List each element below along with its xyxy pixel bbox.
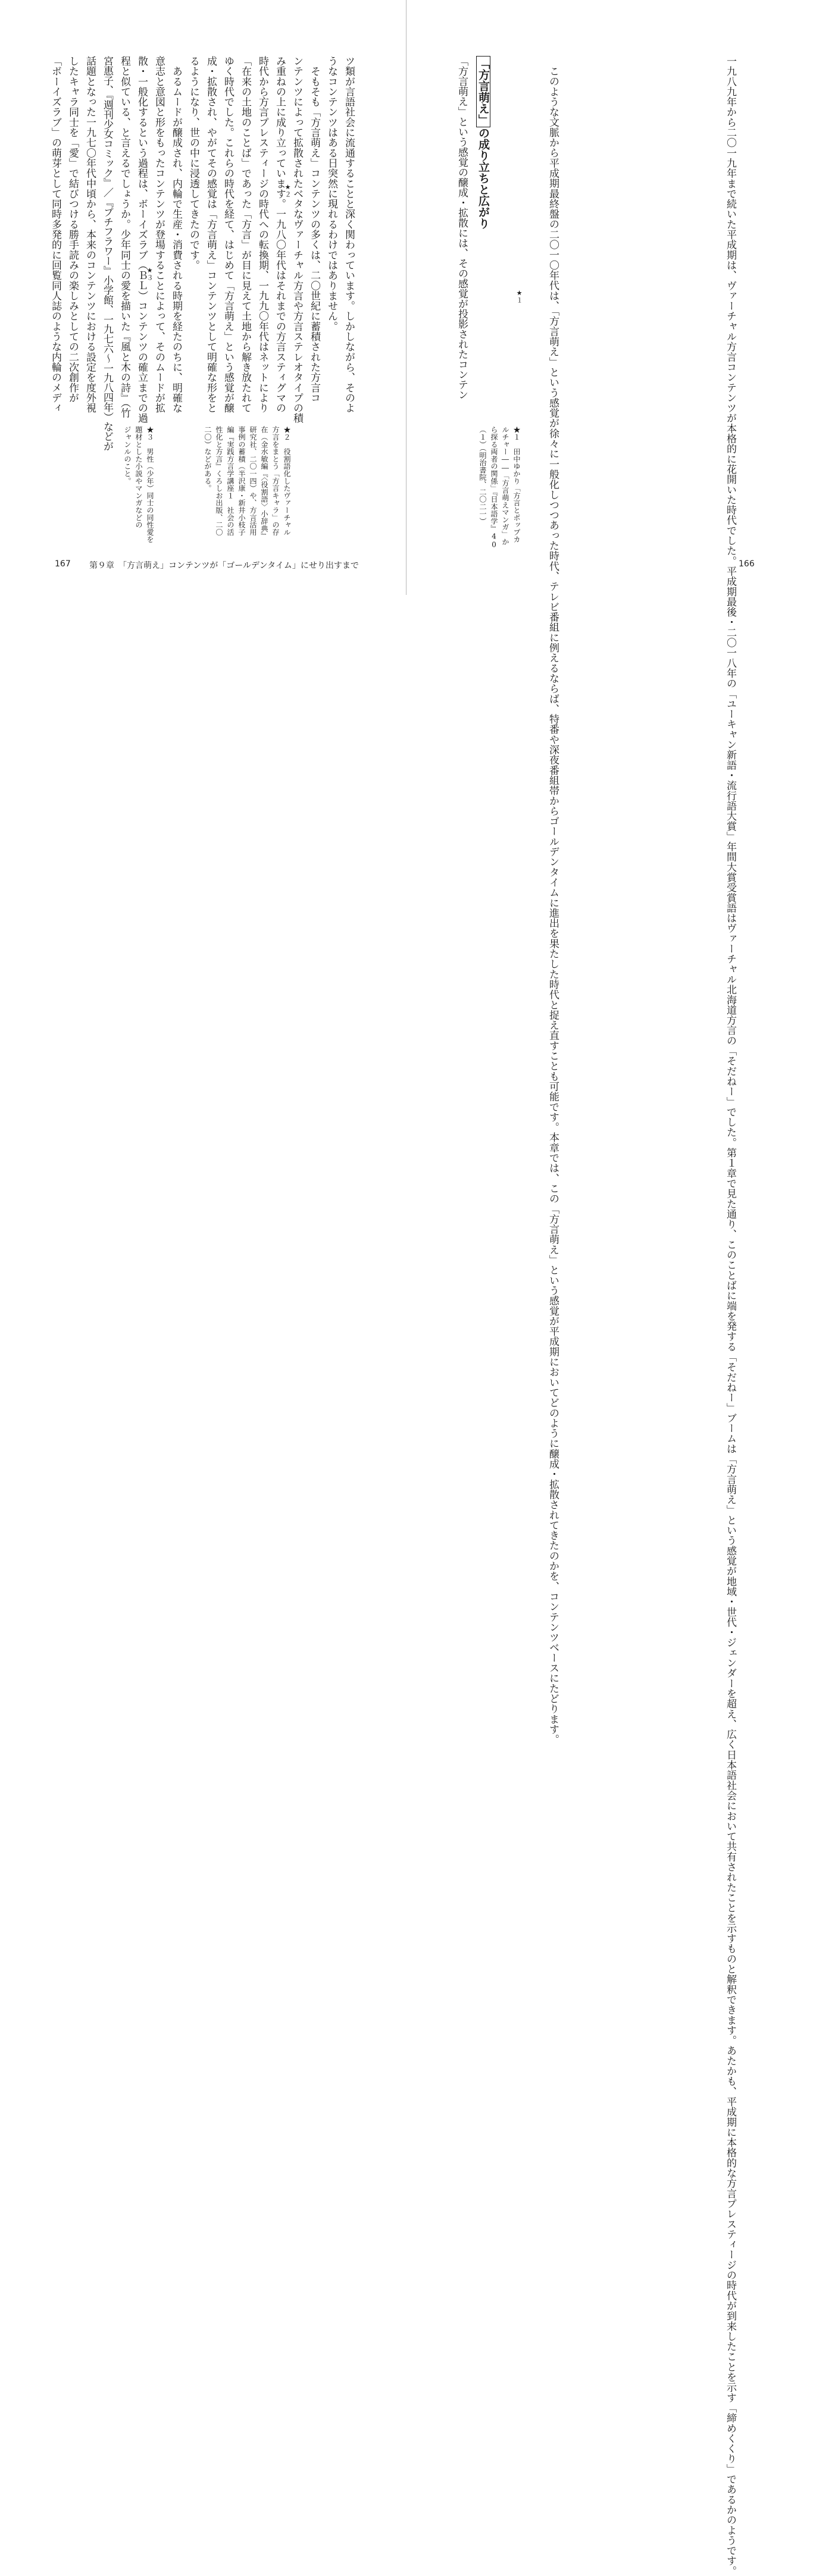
body-paragraph-2: このような文脈から平成期最終盤の二〇一〇年代は、「方言萌え」という感覚が徐々に一般化しつつあった時代、テレビ番組に例えるならば、特番や深夜番組帯からゴールデンタイムに進出を果たした時代と捉え直すことも可能です。本章では、この「方言萌え」という感覚が平成期においてどのように醸成・拡散されてきたのかを、コンテンツベースにたどります。: [547, 66, 559, 1745]
footnote-2-line: 事例の蓄積（半沢康・新井小枝子: [237, 426, 246, 536]
footnote-2-line: 研究社、二〇一四）や、方言活用: [249, 426, 257, 536]
section-first-line: 「方言萌え」という感覚の醸成・拡散には、その感覚が投影されたコンテン: [456, 56, 468, 400]
heading-rest: の成り立ちと広がり: [477, 127, 490, 229]
body-line: そもそも「方言萌え」コンテンツの多くは、二〇世紀に蓄積された方言コ: [308, 56, 320, 403]
heading-boxed-term: 「方言萌え」: [476, 56, 490, 127]
body-line: 「在来の土地のことば」であった「方言」が目に見えて土地から解き放たれて: [239, 56, 251, 413]
body-line: 成・拡散され、やがてその感覚は「方言萌え」コンテンツとして明確な形をと: [205, 56, 217, 413]
footnote-2-line: 編『実践方言学講座１ 社会の活: [226, 426, 234, 536]
page-number-left: 167: [55, 559, 71, 569]
footnote-2-line: 性化と方言』くろしお出版、二〇: [215, 426, 223, 536]
body-paragraph-1: 一九八九年から二〇一九年まで続いた平成期は、ヴァーチャル方言コンテンツが本格的に花開いた時代でした。平成期最後・二〇一八年の「ユーキャン新語・流行語大賞」年間大賞受賞語はヴァーチャル北海道方言の「そだねー」でした。第１章で見た通り、このことばに端を発する「そだねー」ブームは「方言萌え」という感覚が地域・世代・ジェンダーを超え、広く日本語社会において共有されたことを示すものと解釈できます。あたかも、平成期に本格的な方言プレスティージの時代が到来したことを示す「締めくくり」であるかのようです。: [724, 56, 736, 2576]
footnote-1-line: （１）（明治書院、二〇二一）: [479, 426, 487, 525]
body-line: るようになり、世の中に浸透してきたのです。: [187, 56, 199, 271]
footnote-3-line: ★３ 男性（少年）同士の同性愛を: [146, 426, 154, 543]
footnote-ref-2: ★２: [284, 183, 292, 198]
footnote-1-line: ルチャー――「方言萌えマンガ」か: [501, 426, 509, 546]
body-line: ンテンツによって拡散されたベタなヴァーチャル方言や方言ステレオタイプの積: [291, 56, 303, 424]
body-line: うなコンテンツはある日突然に現れるわけではありません。: [326, 56, 337, 332]
body-line: ツ類が言語社会に流通することと深く関わっています。しかしながら、そのよ: [343, 56, 355, 413]
running-chapter-title: 第９章 「方言萌え」コンテンツが「ゴールデンタイム」にせり出すまで: [89, 561, 359, 571]
body-line: あるムードが醸成され、内輪で生産・消費される時期を経たのちに、明確な: [170, 56, 182, 413]
body-line: 話題となった一九七〇年代中頃から、本来のコンテンツにおける設定を度外視: [84, 56, 96, 413]
section-heading: [470, 56, 492, 389]
body-line: ゆく時代でした。これらの時代を経て、はじめて「方言萌え」という感覚が醸: [222, 56, 234, 413]
body-line: 散・一般化するという過程は、ボーイズラブ（ＢＬ）コンテンツの確立までの過: [136, 56, 148, 424]
body-line: 宮惠子、『週刊少女コミック』／『プチフラワー』小学館、一九七六～一九八四年）などが: [101, 56, 113, 451]
body-line: 意志と意図と形をもったコンテンツが登場することによって、そのムードが拡: [153, 56, 165, 413]
footnote-2-line: ★２ 役割語化したヴァーチャル: [283, 426, 291, 536]
body-line: 程と似ている、と言えるでしょうか。少年同士の愛を描いた『風と木の詩』（竹: [118, 56, 130, 418]
footnote-ref-3: ★３: [146, 267, 154, 281]
footnote-1-line: ★１ 田中ゆかり「方言とポップカ: [512, 426, 521, 543]
footnote-3-line: 題材とした小説やマンガなどの: [135, 426, 143, 529]
footnote-1-line: ら探る両者の関係」『日本語学』40: [490, 426, 498, 549]
footnote-2-line: 二〇）などがある。: [204, 426, 212, 492]
body-line: 「ボーイズラブ」の萌芽として同時多発的に回覧同人誌のような内輪のメディ: [49, 56, 61, 413]
footnote-ref-1: ★１: [515, 289, 523, 303]
page-number-right: 166: [739, 559, 755, 569]
body-line: したキャラ同士を「愛」で結びつける勝手読みの楽しみとしての二次創作が: [67, 56, 79, 403]
body-line: み重ねの上に成り立っています。一九八〇年代はそれまでの方言スティグマの: [274, 56, 286, 413]
footnote-2-line: 方言をまとう「方言キャラ」の存: [271, 426, 280, 536]
body-line: 時代から方言プレスティージの時代への転換期、一九九〇年代はネットにより: [257, 56, 268, 413]
footnote-2-line: 在（金水敏編『〈役割語〉小辞典』: [260, 426, 268, 540]
footnote-3-line: ジャンルのこと。: [123, 426, 132, 485]
